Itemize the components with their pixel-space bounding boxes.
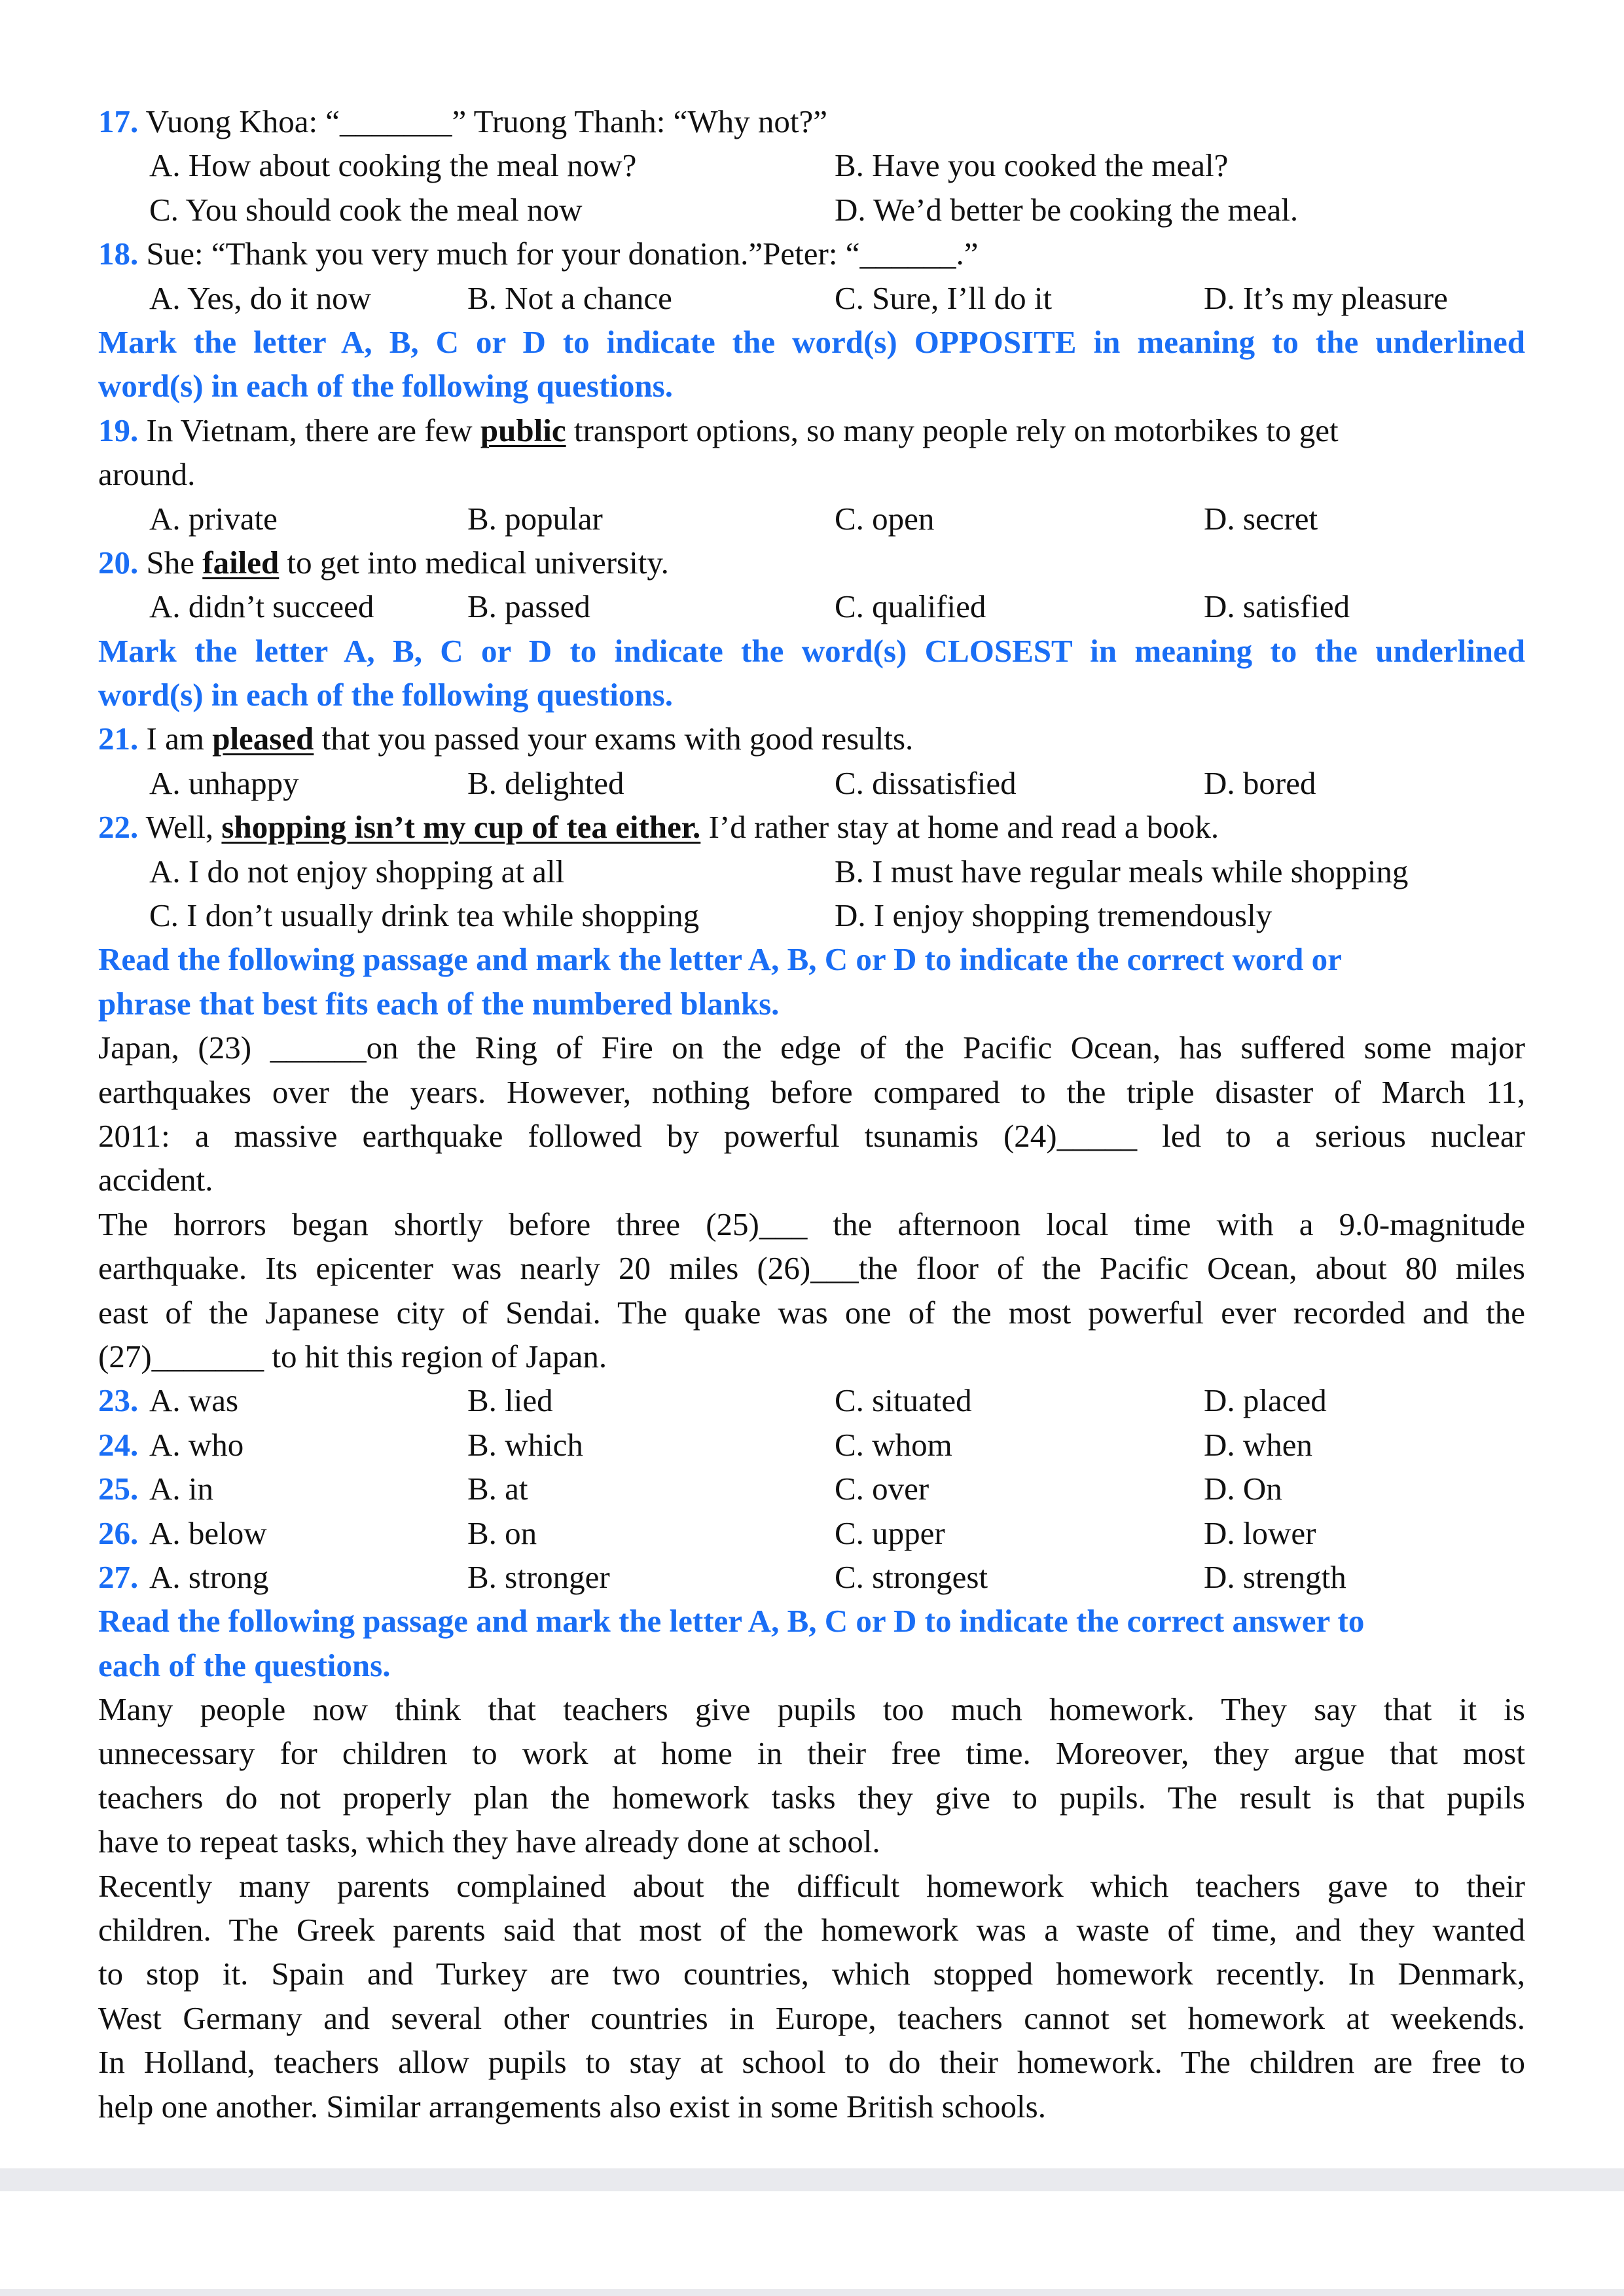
page-separator-bottom (0, 2289, 1624, 2296)
answer-option-d[interactable]: D. On (1204, 1471, 1282, 1507)
text-segment: I’d rather stay at home and read a book. (700, 809, 1219, 846)
text-segment: word(s) in each of the following questions. (98, 368, 673, 404)
text-segment: Mark the letter A, B, C or D to indicate the word(s) CLOSEST in meaning to the underlined (98, 632, 1525, 669)
passage-line (98, 2085, 1525, 2128)
text-segment: earthquake. Its epicenter was nearly 20 miles (26)___the floor of the Pacific Ocean, about 80 miles (98, 1250, 1525, 1287)
answer-option-a[interactable]: C. You should cook the meal now (149, 191, 583, 228)
text-segment: In Holland, teachers allow pupils to stay at school to do their homework. The children are free to (98, 2044, 1525, 2081)
question-stem (98, 232, 1525, 276)
text-segment: Mark the letter A, B, C or D to indicate the word(s) OPPOSITE in meaning to the underlined (98, 323, 1525, 360)
passage-line (98, 2040, 1525, 2084)
answer-option-c[interactable]: C. Sure, I’ll do it (835, 279, 1053, 316)
answer-option-b[interactable]: B. delighted (467, 764, 624, 801)
answer-option-a[interactable]: A. was (149, 1382, 239, 1419)
page-separator (0, 2168, 1624, 2191)
answer-option-a[interactable]: A. Yes, do it now (149, 279, 371, 316)
question-number: 27. (98, 1558, 139, 1595)
text-segment: around. (98, 456, 196, 493)
answer-option-b[interactable]: B. I must have regular meals while shopping (835, 853, 1409, 889)
options-row (98, 584, 1525, 628)
text-segment: West Germany and several other countries in Europe, teachers cannot set homework at weekends. (98, 2000, 1525, 2036)
answer-option-b[interactable]: B. Not a chance (467, 279, 672, 316)
instruction-line (98, 629, 1525, 673)
options-row (98, 761, 1525, 805)
question-number: 17. (98, 103, 139, 139)
question-number: 21. (98, 721, 139, 757)
underlined-word: shopping isn’t my cup of tea either. (221, 809, 701, 846)
text-segment: Recently many parents complained about the difficult homework which teachers gave to their (98, 1867, 1525, 1904)
answer-option-a[interactable]: A. strong (149, 1558, 269, 1595)
passage-line (98, 1335, 1525, 1378)
options-row (98, 188, 1525, 232)
answer-option-a[interactable]: C. I don’t usually drink tea while shopping (149, 897, 700, 934)
text-segment: (27)_______ to hit this region of Japan. (98, 1338, 607, 1374)
options-row (98, 1555, 1525, 1599)
options-row (98, 497, 1525, 541)
instruction-line (98, 982, 1525, 1026)
answer-option-d[interactable]: D. strength (1204, 1558, 1346, 1595)
passage-line (98, 1158, 1525, 1202)
answer-option-d[interactable]: D. satisfied (1204, 588, 1350, 625)
instruction-line (98, 673, 1525, 717)
answer-option-a[interactable]: A. in (149, 1471, 213, 1507)
instruction-line (98, 1599, 1525, 1643)
passage-line (98, 1114, 1525, 1158)
text-segment: help one another. Similar arrangements also exist in some British schools. (98, 2088, 1046, 2125)
answer-option-c[interactable]: C. strongest (835, 1558, 988, 1595)
text-segment: to get into medical university. (279, 544, 669, 581)
text-segment: children. The Greek parents said that most of the homework was a waste of time, and they wanted (98, 1912, 1525, 1948)
options-row (98, 1378, 1525, 1422)
options-row (98, 850, 1525, 893)
passage-line (98, 1026, 1525, 1069)
text-segment: accident. (98, 1162, 213, 1198)
instruction-line (98, 937, 1525, 981)
options-row (98, 1467, 1525, 1511)
text-segment: each of the questions. (98, 1647, 391, 1683)
answer-option-b[interactable]: B. stronger (467, 1558, 610, 1595)
answer-option-d[interactable]: D. secret (1204, 500, 1318, 537)
answer-option-a[interactable]: A. didn’t succeed (149, 588, 374, 625)
answer-option-c[interactable]: C. situated (835, 1382, 972, 1419)
text-segment: unnecessary for children to work at home in their free time. Moreover, they argue that most (98, 1735, 1525, 1772)
text-segment: She (138, 544, 203, 581)
text-segment: have to repeat tasks, which they have already done at school. (98, 1823, 880, 1860)
underlined-word: failed (202, 544, 280, 581)
answer-option-b[interactable]: B. lied (467, 1382, 553, 1419)
text-segment: Read the following passage and mark the letter A, B, C or D to indicate the correct word or (98, 941, 1342, 978)
text-segment: The horrors began shortly before three (25)___ the afternoon local time with a 9.0-magnitude (98, 1206, 1525, 1242)
instruction-line (98, 1643, 1525, 1687)
text-segment: earthquakes over the years. However, nothing before compared to the triple disaster of March 11, (98, 1073, 1525, 1110)
answer-option-b[interactable]: B. Have you cooked the meal? (835, 147, 1229, 184)
exam-page-content (98, 99, 1525, 2128)
passage-line (98, 452, 1525, 496)
question-number: 25. (98, 1471, 139, 1507)
answer-option-d[interactable]: D. when (1204, 1426, 1313, 1463)
answer-option-c[interactable]: C. upper (835, 1515, 945, 1551)
passage-line (98, 1291, 1525, 1335)
text-segment: Well, (138, 809, 222, 846)
text-segment: Japan, (23) ______on the Ring of Fire on the edge of the Pacific Ocean, has suffered some major (98, 1030, 1525, 1066)
underlined-word: pleased (212, 721, 314, 757)
answer-option-b[interactable]: B. on (467, 1515, 537, 1551)
answer-option-b[interactable]: D. I enjoy shopping tremendously (835, 897, 1272, 934)
answer-option-b[interactable]: B. at (467, 1471, 528, 1507)
answer-option-a[interactable]: A. How about cooking the meal now? (149, 147, 637, 184)
text-segment: Many people now think that teachers give pupils too much homework. They say that it is (98, 1691, 1525, 1728)
question-stem (98, 717, 1525, 761)
answer-option-a[interactable]: A. below (149, 1515, 267, 1551)
answer-option-a[interactable]: A. who (149, 1426, 244, 1463)
options-row (98, 893, 1525, 937)
options-row (98, 276, 1525, 320)
passage-line (98, 1070, 1525, 1114)
text-segment: I am (138, 721, 213, 757)
passage-line (98, 1908, 1525, 1952)
passage-line (98, 1202, 1525, 1246)
answer-option-d[interactable]: D. bored (1204, 764, 1316, 801)
question-number: 20. (98, 544, 139, 581)
text-segment: transport options, so many people rely on motorbikes to get (566, 412, 1339, 448)
text-segment: word(s) in each of the following questions. (98, 677, 673, 713)
text-segment: phrase that best fits each of the numbered blanks. (98, 985, 780, 1022)
text-segment: Sue: “Thank you very much for your donation.”Peter: “______.” (138, 236, 979, 272)
text-segment: teachers do not properly plan the homework tasks they give to pupils. The result is that pupils (98, 1779, 1525, 1816)
question-stem (98, 408, 1525, 452)
question-number: 22. (98, 809, 139, 846)
text-segment: In Vietnam, there are few (138, 412, 480, 448)
answer-option-c[interactable]: C. over (835, 1471, 929, 1507)
passage-line (98, 1246, 1525, 1290)
passage-line (98, 1687, 1525, 1731)
answer-option-a[interactable]: A. I do not enjoy shopping at all (149, 853, 565, 889)
text-segment: to stop it. Spain and Turkey are two countries, which stopped homework recently. In Denmark, (98, 1956, 1525, 1992)
question-stem (98, 99, 1525, 143)
passage-line (98, 1731, 1525, 1775)
answer-option-c[interactable]: C. qualified (835, 588, 986, 625)
passage-line (98, 1864, 1525, 1908)
question-number: 19. (98, 412, 139, 448)
text-segment: east of the Japanese city of Sendai. The quake was one of the most powerful ever recorded and the (98, 1294, 1525, 1331)
answer-option-b[interactable]: D. We’d better be cooking the meal. (835, 191, 1299, 228)
passage-line (98, 1952, 1525, 1996)
answer-option-c[interactable]: C. whom (835, 1426, 952, 1463)
passage-line (98, 1820, 1525, 1863)
answer-option-a[interactable]: A. private (149, 500, 278, 537)
instruction-line (98, 320, 1525, 364)
question-stem (98, 805, 1525, 849)
answer-option-b[interactable]: B. which (467, 1426, 583, 1463)
answer-option-d[interactable]: D. lower (1204, 1515, 1316, 1551)
answer-option-b[interactable]: B. popular (467, 500, 603, 537)
question-number: 23. (98, 1382, 139, 1419)
answer-option-c[interactable]: C. dissatisfied (835, 764, 1017, 801)
text-segment: 2011: a massive earthquake followed by powerful tsunamis (24)_____ led to a serious nuclear (98, 1117, 1525, 1154)
question-number: 24. (98, 1426, 139, 1463)
text-segment: Read the following passage and mark the letter A, B, C or D to indicate the correct answer to (98, 1603, 1365, 1640)
answer-option-a[interactable]: A. unhappy (149, 764, 299, 801)
passage-line (98, 1776, 1525, 1820)
options-row (98, 143, 1525, 187)
answer-option-d[interactable]: D. It’s my pleasure (1204, 279, 1448, 316)
instruction-line (98, 364, 1525, 408)
options-row (98, 1511, 1525, 1555)
answer-option-c[interactable]: C. open (835, 500, 935, 537)
answer-option-d[interactable]: D. placed (1204, 1382, 1327, 1419)
text-segment: that you passed your exams with good results. (314, 721, 914, 757)
passage-line (98, 1996, 1525, 2040)
question-number: 26. (98, 1515, 139, 1551)
answer-option-b[interactable]: B. passed (467, 588, 590, 625)
question-number: 18. (98, 236, 139, 272)
underlined-word: public (480, 412, 566, 448)
options-row (98, 1423, 1525, 1467)
text-segment: Vuong Khoa: “_______” Truong Thanh: “Why not?” (138, 103, 827, 139)
question-stem (98, 541, 1525, 584)
